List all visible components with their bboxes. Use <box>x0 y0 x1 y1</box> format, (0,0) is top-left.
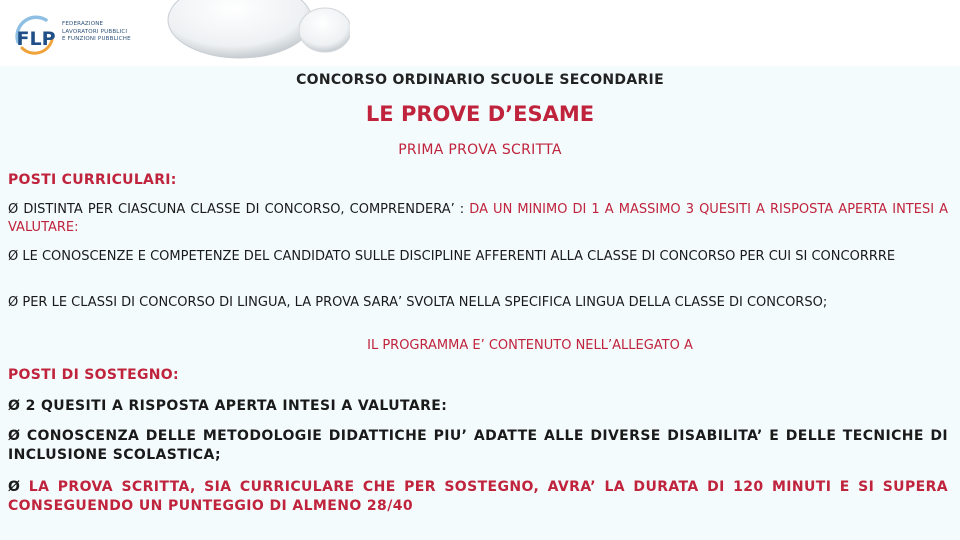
logo-abbr: FLP <box>16 28 56 50</box>
curriculari-paragraph-2 <box>8 248 948 266</box>
paragraph-highlight: LA PROVA SCRITTA, SIA CURRICULARE CHE PER SOSTEGNO, AVRA’ LA DURATA DI 120 MINUTI E SI SUPERA CONSEGUENDO UN PUNTEGGIO DI ALMENO 28/40 <box>8 479 948 514</box>
curriculari-paragraph-3 <box>8 294 948 312</box>
paragraph-text: CONOSCENZA DELLE METODOLOGIE DIDATTICHE PIU’ ADATTE ALLE DIVERSE DISABILITA’ E DELLE TECNICHE DI INCLUSIONE SCOLASTICA; <box>8 428 948 463</box>
page-subtitle: LE PROVE D’ESAME <box>365 102 595 126</box>
header-band <box>0 0 960 66</box>
sostegno-paragraph-2 <box>8 427 948 464</box>
sostegno-paragraph-3 <box>8 478 948 515</box>
bullet-icon: Ø <box>8 398 21 414</box>
logo-line: E FUNZIONI PUBBLICHE <box>62 36 131 42</box>
bullet-icon: Ø <box>8 202 19 217</box>
logo-line: LAVORATORI PUBBLICI <box>62 28 128 35</box>
paragraph-text: PER LE CLASSI DI CONCORSO DI LINGUA, LA PROVA SARA’ SVOLTA NELLA SPECIFICA LINGUA DELLA CLASSE DI CONCORSO; <box>22 295 828 310</box>
bullet-icon: Ø <box>8 249 19 264</box>
page-title: CONCORSO ORDINARIO SCUOLE SECONDARIE <box>296 72 664 88</box>
prova-heading: PRIMA PROVA SCRITTA <box>398 142 562 158</box>
sostegno-paragraph-1 <box>8 397 948 416</box>
paragraph-text: DISTINTA PER CIASCUNA CLASSE DI CONCORSO, COMPRENDERA’ : <box>23 202 465 217</box>
section-heading-curriculari: POSTI CURRICULARI: <box>8 172 177 188</box>
logo-line: FEDERAZIONE <box>62 21 104 27</box>
flp-logo <box>12 12 142 60</box>
paragraph-text: LE CONOSCENZE E COMPETENZE DEL CANDIDATO SULLE DISCIPLINE AFFERENTI ALLA CLASSE DI CONCORSO PER CUI SI CONCORRRE <box>22 249 896 264</box>
bullet-icon: Ø <box>8 479 21 495</box>
curriculari-paragraph-1 <box>8 201 948 237</box>
section-heading-sostegno: POSTI DI SOSTEGNO: <box>8 367 179 383</box>
paragraph-highlight: DA UN MINIMO DI 1 A MASSIMO 3 QUESITI A RISPOSTA APERTA INTESI A VALUTARE: <box>8 202 949 235</box>
paragraph-text: 2 QUESITI A RISPOSTA APERTA INTESI A VALUTARE: <box>25 398 448 414</box>
flp-logo-icon <box>12 12 60 60</box>
bullet-icon: Ø <box>8 428 21 444</box>
logo-text <box>62 21 131 44</box>
bullet-icon: Ø <box>8 295 19 310</box>
allegato-note: IL PROGRAMMA E’ CONTENUTO NELL’ALLEGATO A <box>367 338 693 353</box>
decorative-pebbles <box>160 0 350 66</box>
